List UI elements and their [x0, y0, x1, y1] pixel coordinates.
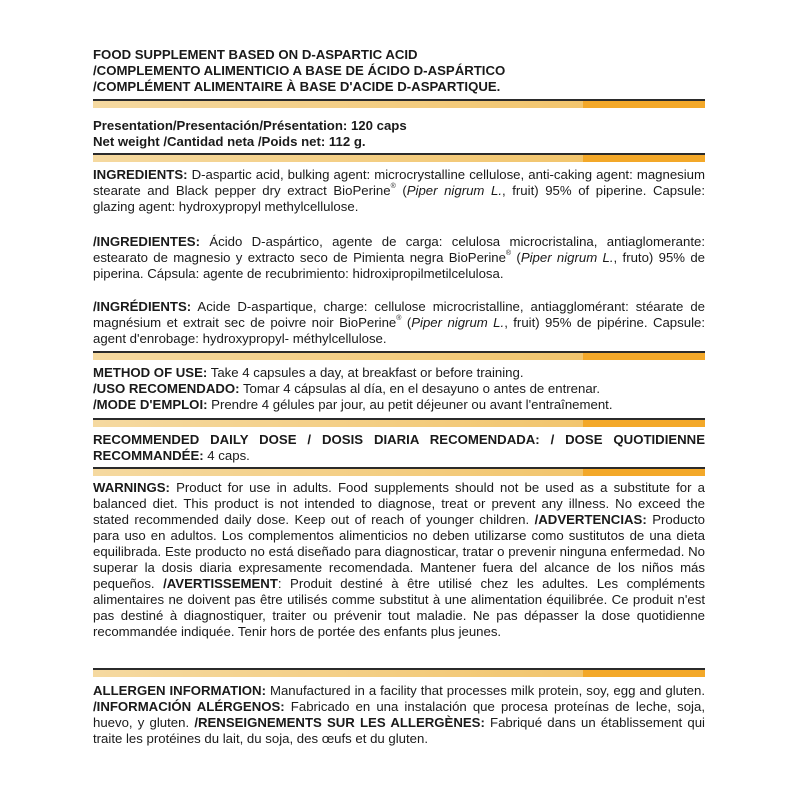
title-line-fr: /COMPLÉMENT ALIMENTAIRE À BASE D'ACIDE D-ASPARTIQUE.	[93, 79, 501, 94]
allergen-es-label: /INFORMACIÓN ALÉRGENOS:	[93, 699, 285, 714]
ingredients-es-label: /INGREDIENTES:	[93, 234, 200, 249]
presentation-value: 120 caps	[347, 118, 407, 133]
section-divider	[93, 467, 705, 478]
presentation-section	[93, 118, 705, 150]
section-divider	[93, 351, 705, 362]
method-en-label: METHOD OF USE:	[93, 365, 208, 380]
title-line-es: /COMPLEMENTO ALIMENTICIO A BASE DE ÁCIDO D-ASPÁRTICO	[93, 63, 506, 78]
ingredients-fr: /INGRÉDIENTS: Acide D-aspartique, charge: cellulose microcristalline, antiagglomérant: stéarate de magnésium et extrait sec de poivre noir BioPerine® (Piper nigrum L., fruit) 95% de pipérine. Capsule: agent d'enrobage: hydroxypropyl- méthylcellulose.	[93, 299, 705, 346]
ingredients-en: INGREDIENTS: D-aspartic acid, bulking agent: microcrystalline cellulose, anti-caking agent: magnesium stearate and Black pepper dry extract BioPerine® (Piper nigrum L., fruit) 95% of piperine. Capsule: glazing agent: hydroxypropyl methylcellulose.	[93, 167, 706, 214]
ingredients-es: /INGREDIENTES: Ácido D-aspártico, agente de carga: celulosa microcristalina, antiaglomerante: estearato de magnesio y extracto seco de Pimienta negra BioPerine® (Piper nigrum L., fruto) 95% de piperina. Cápsula: agente de recubrimiento: hidroxipropilmetilcelulosa.	[93, 234, 706, 281]
method-of-use: METHOD OF USE: Take 4 capsules a day, at breakfast or before training. /USO RECOMENDADO: Tomar 4 cápsulas al día, en el desayuno o antes de entrenar. /MODE D'EMPLOI: Prendre 4 gélules par jour, au petit déjeuner ou avant l'entraînement.	[93, 365, 613, 412]
warnings-es-label: /ADVERTENCIAS:	[534, 512, 647, 527]
section-divider	[93, 153, 705, 164]
net-weight-label: Net weight /Cantidad neta /Poids net:	[93, 134, 326, 149]
method-fr-label: /MODE D'EMPLOI:	[93, 397, 208, 412]
presentation-label: Presentation/Presentación/Présentation:	[93, 118, 348, 133]
section-divider	[93, 668, 705, 679]
warnings-en-label: WARNINGS:	[93, 480, 170, 495]
ingredients-fr-label: /INGRÉDIENTS:	[93, 299, 192, 314]
section-divider	[93, 418, 705, 429]
warnings-fr-label: /AVERTISSEMENT	[163, 576, 278, 591]
recommended-dose	[93, 432, 705, 464]
dose-label: RECOMMENDED DAILY DOSE / DOSIS DIARIA RECOMENDADA: / DOSE QUOTIDIENNE RECOMMANDÉE:	[93, 432, 705, 463]
product-title	[93, 47, 705, 95]
dose-value: 4 caps.	[203, 448, 250, 463]
section-divider	[93, 99, 705, 110]
allergen-en-label: ALLERGEN INFORMATION:	[93, 683, 266, 698]
allergen-information: ALLERGEN INFORMATION: Manufactured in a facility that processes milk protein, soy, egg and gluten. /INFORMACIÓN ALÉRGENOS: Fabricado en una instalación que procesa proteínas de leche, soja, huevo, y gluten. /RENSEIGNEMENTS SUR LES ALLERGÈNES: Fabriqué dans un établissement qui traite les protéines du lait, du soja, des œufs et du gluten.	[93, 683, 705, 746]
net-weight-value: 112 g.	[325, 134, 366, 149]
allergen-fr-label: /RENSEIGNEMENTS SUR LES ALLERGÈNES:	[194, 715, 485, 730]
warnings: WARNINGS: Product for use in adults. Food supplements should not be used as a substitute for a balanced diet. This product is not intended to diagnose, treat or prevent any illness. No exceed the stated recommended daily dose. Keep out of reach of younger children. /ADVERTENCIAS: Producto para uso en adultos. Los complementos alimenticios no deben utilizarse como sustitutos de una dieta equilibrada. Este producto no está diseñado para diagnosticar, tratar o prevenir ninguna enfermedad. No superar la dosis diaria expresamente recomendada. Mantener fuera del alcance de los niños más pequeños. /AVERTISSEMENT: Produit destiné à être utilisé chez les adultes. Les compléments alimentaires ne doivent pas être utilisés comme substitut à une alimentation équilibrée. Ce produit n'est pas destiné à diagnostiquer, traiter ou prévenir tout maladie. Ne pas dépasser la dose quotidienne recommandée indiquée. Tenir hors de portée des enfants plus jeunes.	[93, 480, 705, 639]
title-line-en: FOOD SUPPLEMENT BASED ON D-ASPARTIC ACID	[93, 47, 418, 62]
ingredients-en-label: INGREDIENTS:	[93, 167, 188, 182]
method-es-label: /USO RECOMENDADO:	[93, 381, 240, 396]
